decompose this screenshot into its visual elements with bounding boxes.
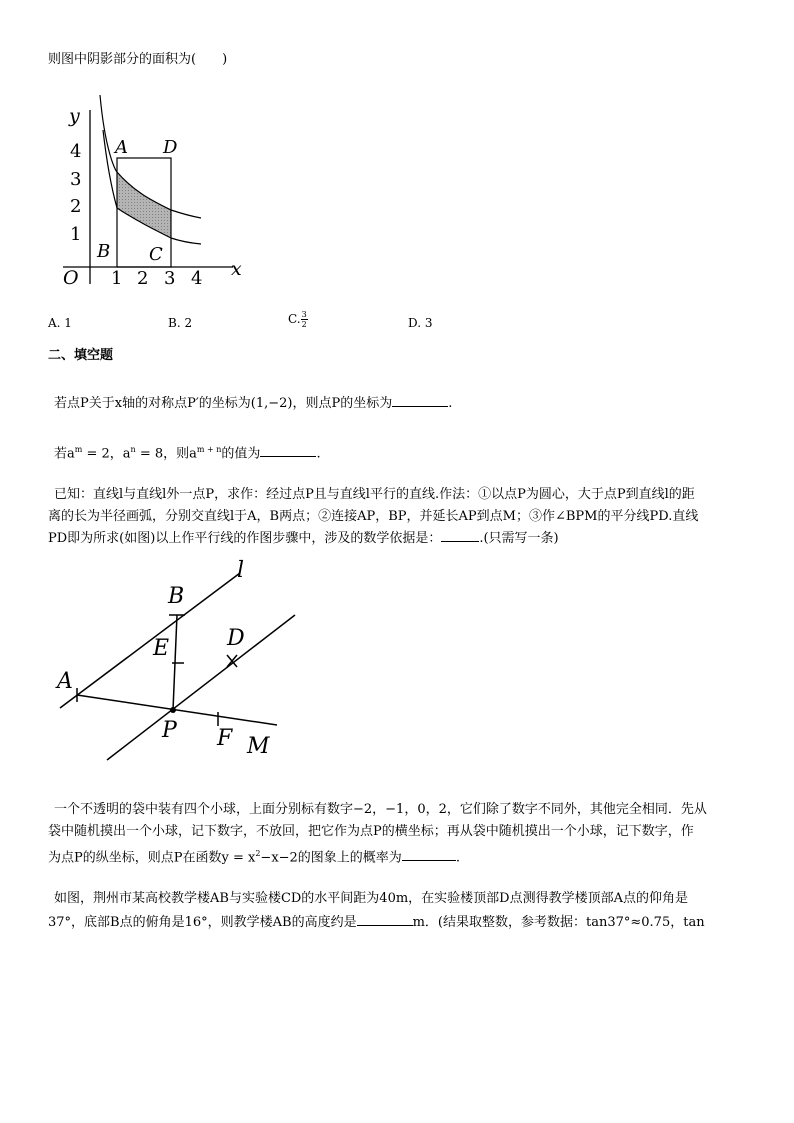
y-tick-4: 4 — [70, 141, 82, 162]
point-a-label: A — [115, 137, 128, 158]
area-graph — [55, 90, 255, 290]
fill-question-2 — [54, 440, 321, 464]
line-l — [60, 573, 240, 708]
q3-line-1: 已知：直线l与直线l外一点P，求作：经过点P且与直线l平行的直线.作法：①以点P为圆心，大于点P到直线l的距 — [54, 487, 695, 502]
q5-line-1: 如图，荆州市某高校教学楼AB与实验楼CD的水平间距为40m，在实验楼顶部D点测得教学楼顶部A点的仰角是 — [54, 891, 688, 906]
option-d[interactable]: D. 3 — [408, 316, 433, 330]
q2-answer-blank[interactable] — [260, 442, 316, 457]
q2-text-3: = 8，则a — [135, 446, 197, 462]
q2-exp-2: n — [130, 445, 136, 454]
point-b-label: B — [97, 241, 111, 262]
q5-answer-blank[interactable] — [357, 911, 413, 926]
q1-answer-blank[interactable] — [392, 392, 448, 407]
q4-line-3 — [48, 844, 460, 868]
x-tick-3: 3 — [164, 268, 176, 289]
fraction-numerator: 3 — [301, 310, 307, 319]
label-a: A — [57, 669, 73, 694]
label-l: l — [237, 558, 245, 583]
option-b[interactable]: B. 2 — [168, 316, 193, 330]
fraction-denominator: 2 — [301, 320, 307, 329]
parallel-construction-figure — [55, 555, 305, 765]
q3-line-3-end: .(只需写一条) — [479, 531, 559, 546]
shaded-region — [117, 172, 171, 238]
y-axis-label: y — [69, 105, 80, 127]
option-c[interactable] — [288, 309, 308, 329]
y-tick-1: 1 — [70, 224, 82, 245]
x-tick-1: 1 — [111, 268, 123, 289]
q1-text: 若点P关于x轴的对称点P′的坐标为(1,−2)，则点P的坐标为 — [54, 396, 393, 411]
q5-line-2 — [48, 911, 705, 933]
q3-line-3 — [48, 527, 559, 549]
q2-text-2: = 2，a — [82, 446, 131, 462]
q4-line-2: 袋中随机摸出一个小球，记下数字，不放回，把它作为点P的横坐标；再从袋中随机摸出一个小球，记下数字，作 — [48, 824, 694, 839]
option-a[interactable]: A. 1 — [48, 316, 72, 330]
x-axis-label: x — [231, 258, 242, 280]
label-e: E — [153, 636, 170, 661]
q4-line-3-end: . — [455, 850, 460, 866]
point-c-label: C — [149, 244, 163, 265]
q5-line-2-text: 37°，底部B点的俯角是16°，则教学楼AB的高度约是 — [48, 915, 357, 930]
q2-text-4: 的值为 — [221, 446, 261, 462]
q2-exp-1: m — [74, 445, 83, 454]
label-f: F — [217, 726, 233, 751]
q4-answer-blank[interactable] — [402, 846, 456, 861]
line-apm — [77, 695, 277, 725]
x-tick-4: 4 — [191, 268, 203, 289]
y-tick-3: 3 — [70, 169, 82, 190]
label-m: M — [247, 734, 270, 759]
point-d-label: D — [163, 137, 178, 158]
q3-line-3-text: PD即为所求(如图)以上作平行线的作图步骤中，涉及的数学依据是： — [48, 531, 442, 546]
q2-exp-3: m + n — [196, 445, 222, 454]
q3-answer-blank[interactable] — [441, 527, 479, 542]
label-b: B — [168, 584, 185, 609]
area-question-stem: 则图中阴影部分的面积为( ) — [48, 52, 228, 67]
section-title: 二、填空题 — [48, 348, 114, 363]
q2-text-end: . — [316, 446, 321, 462]
option-c-prefix: C. — [288, 312, 301, 326]
origin-label: O — [63, 267, 79, 289]
q1-text-end: . — [448, 396, 453, 411]
q3-line-2: 离的长为半径画弧，分别交直线l于A，B两点；②连接AP，BP，并延长AP到点M；③作∠BPM的平分线PD.直线 — [48, 509, 699, 524]
q4-line-3-text: 为点P的纵坐标，则点P在函数y = x — [48, 850, 256, 866]
q5-line-2-end: m．(结果取整数，参考数据：tan37°≈0.75，tan — [412, 915, 705, 930]
q4-line-3-mid: −x−2的图象上的概率为 — [260, 850, 402, 866]
q4-exponent: 2 — [255, 849, 261, 858]
y-tick-2: 2 — [70, 196, 82, 217]
x-tick-2: 2 — [137, 268, 149, 289]
q2-text-1: 若a — [54, 446, 75, 462]
fill-question-1 — [54, 392, 452, 414]
label-p: P — [162, 718, 177, 743]
option-c-fraction — [301, 310, 308, 329]
q4-line-1: 一个不透明的袋中装有四个小球，上面分别标有数字−2，−1，0，2，它们除了数字不同外，其他完全相同．先从 — [54, 802, 707, 817]
label-d: D — [227, 626, 245, 651]
point-p — [170, 707, 176, 713]
